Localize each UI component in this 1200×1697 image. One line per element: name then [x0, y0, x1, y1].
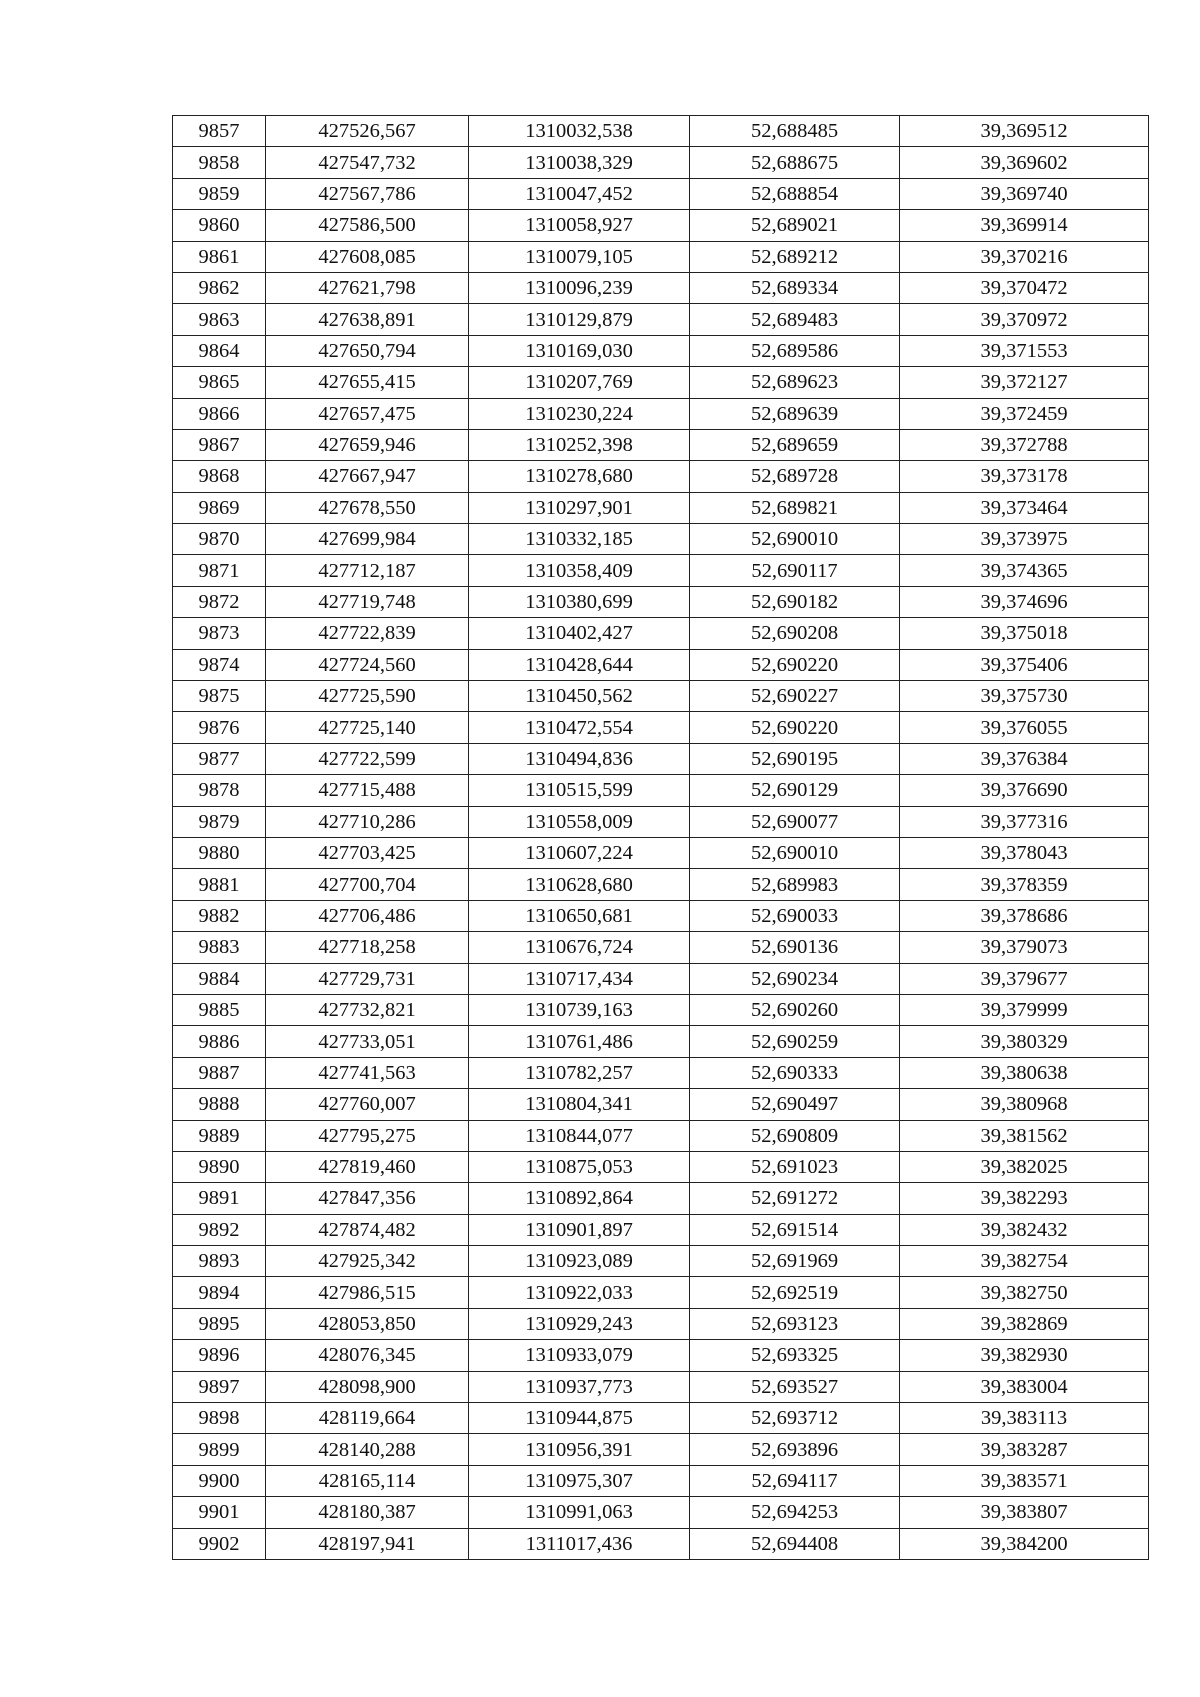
x-coordinate-cell: 427608,085 — [266, 241, 469, 272]
table-row — [173, 178, 1149, 209]
x-coordinate-cell: 427657,475 — [266, 398, 469, 429]
longitude-cell: 39,372459 — [900, 398, 1149, 429]
point-number-cell: 9877 — [173, 743, 266, 774]
x-coordinate-cell: 428076,345 — [266, 1340, 469, 1371]
point-number-cell: 9888 — [173, 1089, 266, 1120]
point-number-cell: 9864 — [173, 335, 266, 366]
table-row — [173, 241, 1149, 272]
point-number-cell: 9886 — [173, 1026, 266, 1057]
table-row — [173, 1371, 1149, 1402]
longitude-cell: 39,382869 — [900, 1308, 1149, 1339]
latitude-cell: 52,692519 — [690, 1277, 900, 1308]
y-coordinate-cell: 1310607,224 — [469, 837, 690, 868]
longitude-cell: 39,369602 — [900, 147, 1149, 178]
latitude-cell: 52,690117 — [690, 555, 900, 586]
latitude-cell: 52,690220 — [690, 712, 900, 743]
point-number-cell: 9861 — [173, 241, 266, 272]
y-coordinate-cell: 1310332,185 — [469, 524, 690, 555]
latitude-cell: 52,690136 — [690, 932, 900, 963]
longitude-cell: 39,373464 — [900, 492, 1149, 523]
longitude-cell: 39,377316 — [900, 806, 1149, 837]
x-coordinate-cell: 427874,482 — [266, 1214, 469, 1245]
x-coordinate-cell: 428165,114 — [266, 1465, 469, 1496]
point-number-cell: 9896 — [173, 1340, 266, 1371]
point-number-cell: 9892 — [173, 1214, 266, 1245]
latitude-cell: 52,689623 — [690, 367, 900, 398]
table-row — [173, 461, 1149, 492]
table-row — [173, 900, 1149, 931]
table-row — [173, 618, 1149, 649]
longitude-cell: 39,383004 — [900, 1371, 1149, 1402]
y-coordinate-cell: 1310975,307 — [469, 1465, 690, 1496]
y-coordinate-cell: 1310929,243 — [469, 1308, 690, 1339]
point-number-cell: 9893 — [173, 1246, 266, 1277]
y-coordinate-cell: 1310169,030 — [469, 335, 690, 366]
table-row — [173, 932, 1149, 963]
table-row — [173, 743, 1149, 774]
latitude-cell: 52,690809 — [690, 1120, 900, 1151]
table-row — [173, 1120, 1149, 1151]
table-row — [173, 524, 1149, 555]
table-row — [173, 963, 1149, 994]
x-coordinate-cell: 427655,415 — [266, 367, 469, 398]
y-coordinate-cell: 1310252,398 — [469, 429, 690, 460]
y-coordinate-cell: 1310297,901 — [469, 492, 690, 523]
latitude-cell: 52,690208 — [690, 618, 900, 649]
x-coordinate-cell: 427638,891 — [266, 304, 469, 335]
longitude-cell: 39,382025 — [900, 1151, 1149, 1182]
longitude-cell: 39,376384 — [900, 743, 1149, 774]
table-row — [173, 1340, 1149, 1371]
point-number-cell: 9897 — [173, 1371, 266, 1402]
x-coordinate-cell: 427547,732 — [266, 147, 469, 178]
longitude-cell: 39,375018 — [900, 618, 1149, 649]
x-coordinate-cell: 427732,821 — [266, 994, 469, 1025]
table-row — [173, 210, 1149, 241]
y-coordinate-cell: 1310230,224 — [469, 398, 690, 429]
longitude-cell: 39,370972 — [900, 304, 1149, 335]
point-number-cell: 9878 — [173, 775, 266, 806]
table-row — [173, 1403, 1149, 1434]
y-coordinate-cell: 1310047,452 — [469, 178, 690, 209]
y-coordinate-cell: 1310761,486 — [469, 1026, 690, 1057]
coordinates-table — [172, 115, 1149, 1560]
y-coordinate-cell: 1310358,409 — [469, 555, 690, 586]
longitude-cell: 39,372788 — [900, 429, 1149, 460]
latitude-cell: 52,694408 — [690, 1528, 900, 1559]
y-coordinate-cell: 1310782,257 — [469, 1057, 690, 1088]
point-number-cell: 9894 — [173, 1277, 266, 1308]
latitude-cell: 52,690182 — [690, 586, 900, 617]
y-coordinate-cell: 1310038,329 — [469, 147, 690, 178]
table-row — [173, 116, 1149, 147]
longitude-cell: 39,376690 — [900, 775, 1149, 806]
x-coordinate-cell: 427760,007 — [266, 1089, 469, 1120]
longitude-cell: 39,373975 — [900, 524, 1149, 555]
latitude-cell: 52,690220 — [690, 649, 900, 680]
table-row — [173, 1308, 1149, 1339]
y-coordinate-cell: 1310472,554 — [469, 712, 690, 743]
y-coordinate-cell: 1310991,063 — [469, 1497, 690, 1528]
latitude-cell: 52,693325 — [690, 1340, 900, 1371]
point-number-cell: 9887 — [173, 1057, 266, 1088]
x-coordinate-cell: 427722,599 — [266, 743, 469, 774]
x-coordinate-cell: 428180,387 — [266, 1497, 469, 1528]
latitude-cell: 52,689821 — [690, 492, 900, 523]
y-coordinate-cell: 1310922,033 — [469, 1277, 690, 1308]
latitude-cell: 52,691023 — [690, 1151, 900, 1182]
table-row — [173, 1277, 1149, 1308]
x-coordinate-cell: 427986,515 — [266, 1277, 469, 1308]
x-coordinate-cell: 427703,425 — [266, 837, 469, 868]
point-number-cell: 9898 — [173, 1403, 266, 1434]
point-number-cell: 9885 — [173, 994, 266, 1025]
x-coordinate-cell: 428140,288 — [266, 1434, 469, 1465]
latitude-cell: 52,689728 — [690, 461, 900, 492]
latitude-cell: 52,690234 — [690, 963, 900, 994]
y-coordinate-cell: 1310739,163 — [469, 994, 690, 1025]
y-coordinate-cell: 1310450,562 — [469, 681, 690, 712]
table-row — [173, 806, 1149, 837]
table-row — [173, 1465, 1149, 1496]
latitude-cell: 52,689212 — [690, 241, 900, 272]
longitude-cell: 39,383113 — [900, 1403, 1149, 1434]
x-coordinate-cell: 427678,550 — [266, 492, 469, 523]
longitude-cell: 39,378043 — [900, 837, 1149, 868]
point-number-cell: 9879 — [173, 806, 266, 837]
y-coordinate-cell: 1310875,053 — [469, 1151, 690, 1182]
point-number-cell: 9876 — [173, 712, 266, 743]
point-number-cell: 9900 — [173, 1465, 266, 1496]
table-row — [173, 1246, 1149, 1277]
latitude-cell: 52,690195 — [690, 743, 900, 774]
latitude-cell: 52,689334 — [690, 272, 900, 303]
y-coordinate-cell: 1310515,599 — [469, 775, 690, 806]
latitude-cell: 52,689983 — [690, 869, 900, 900]
x-coordinate-cell: 428119,664 — [266, 1403, 469, 1434]
point-number-cell: 9871 — [173, 555, 266, 586]
latitude-cell: 52,693896 — [690, 1434, 900, 1465]
point-number-cell: 9874 — [173, 649, 266, 680]
latitude-cell: 52,691969 — [690, 1246, 900, 1277]
table-row — [173, 775, 1149, 806]
latitude-cell: 52,690129 — [690, 775, 900, 806]
latitude-cell: 52,690260 — [690, 994, 900, 1025]
point-number-cell: 9862 — [173, 272, 266, 303]
x-coordinate-cell: 427667,947 — [266, 461, 469, 492]
table-row — [173, 367, 1149, 398]
table-row — [173, 429, 1149, 460]
y-coordinate-cell: 1310717,434 — [469, 963, 690, 994]
latitude-cell: 52,689639 — [690, 398, 900, 429]
longitude-cell: 39,379677 — [900, 963, 1149, 994]
x-coordinate-cell: 427819,460 — [266, 1151, 469, 1182]
table-row — [173, 304, 1149, 335]
point-number-cell: 9866 — [173, 398, 266, 429]
table-row — [173, 1214, 1149, 1245]
y-coordinate-cell: 1310278,680 — [469, 461, 690, 492]
y-coordinate-cell: 1310494,836 — [469, 743, 690, 774]
x-coordinate-cell: 427715,488 — [266, 775, 469, 806]
y-coordinate-cell: 1310402,427 — [469, 618, 690, 649]
y-coordinate-cell: 1310628,680 — [469, 869, 690, 900]
latitude-cell: 52,690010 — [690, 837, 900, 868]
longitude-cell: 39,378686 — [900, 900, 1149, 931]
point-number-cell: 9865 — [173, 367, 266, 398]
table-row — [173, 1089, 1149, 1120]
longitude-cell: 39,379999 — [900, 994, 1149, 1025]
longitude-cell: 39,383287 — [900, 1434, 1149, 1465]
y-coordinate-cell: 1310428,644 — [469, 649, 690, 680]
point-number-cell: 9867 — [173, 429, 266, 460]
point-number-cell: 9859 — [173, 178, 266, 209]
latitude-cell: 52,691272 — [690, 1183, 900, 1214]
latitude-cell: 52,689021 — [690, 210, 900, 241]
table-row — [173, 1497, 1149, 1528]
x-coordinate-cell: 427729,731 — [266, 963, 469, 994]
table-row — [173, 1057, 1149, 1088]
point-number-cell: 9869 — [173, 492, 266, 523]
x-coordinate-cell: 427725,140 — [266, 712, 469, 743]
point-number-cell: 9902 — [173, 1528, 266, 1559]
longitude-cell: 39,380968 — [900, 1089, 1149, 1120]
table-row — [173, 681, 1149, 712]
table-row — [173, 147, 1149, 178]
longitude-cell: 39,375406 — [900, 649, 1149, 680]
x-coordinate-cell: 427526,567 — [266, 116, 469, 147]
x-coordinate-cell: 427699,984 — [266, 524, 469, 555]
y-coordinate-cell: 1310937,773 — [469, 1371, 690, 1402]
point-number-cell: 9863 — [173, 304, 266, 335]
x-coordinate-cell: 427795,275 — [266, 1120, 469, 1151]
x-coordinate-cell: 427718,258 — [266, 932, 469, 963]
y-coordinate-cell: 1310129,879 — [469, 304, 690, 335]
point-number-cell: 9882 — [173, 900, 266, 931]
longitude-cell: 39,384200 — [900, 1528, 1149, 1559]
point-number-cell: 9875 — [173, 681, 266, 712]
table-row — [173, 272, 1149, 303]
table-row — [173, 1434, 1149, 1465]
latitude-cell: 52,691514 — [690, 1214, 900, 1245]
latitude-cell: 52,694253 — [690, 1497, 900, 1528]
y-coordinate-cell: 1310650,681 — [469, 900, 690, 931]
y-coordinate-cell: 1310558,009 — [469, 806, 690, 837]
y-coordinate-cell: 1310804,341 — [469, 1089, 690, 1120]
x-coordinate-cell: 427650,794 — [266, 335, 469, 366]
x-coordinate-cell: 427725,590 — [266, 681, 469, 712]
longitude-cell: 39,382754 — [900, 1246, 1149, 1277]
table-row — [173, 869, 1149, 900]
latitude-cell: 52,690227 — [690, 681, 900, 712]
x-coordinate-cell: 427741,563 — [266, 1057, 469, 1088]
longitude-cell: 39,374365 — [900, 555, 1149, 586]
longitude-cell: 39,382930 — [900, 1340, 1149, 1371]
x-coordinate-cell: 427925,342 — [266, 1246, 469, 1277]
table-row — [173, 1528, 1149, 1559]
x-coordinate-cell: 427659,946 — [266, 429, 469, 460]
point-number-cell: 9857 — [173, 116, 266, 147]
table-row — [173, 649, 1149, 680]
y-coordinate-cell: 1311017,436 — [469, 1528, 690, 1559]
point-number-cell: 9891 — [173, 1183, 266, 1214]
x-coordinate-cell: 428053,850 — [266, 1308, 469, 1339]
longitude-cell: 39,378359 — [900, 869, 1149, 900]
longitude-cell: 39,382293 — [900, 1183, 1149, 1214]
latitude-cell: 52,694117 — [690, 1465, 900, 1496]
latitude-cell: 52,689483 — [690, 304, 900, 335]
x-coordinate-cell: 427722,839 — [266, 618, 469, 649]
y-coordinate-cell: 1310096,239 — [469, 272, 690, 303]
point-number-cell: 9884 — [173, 963, 266, 994]
y-coordinate-cell: 1310676,724 — [469, 932, 690, 963]
table-row — [173, 1026, 1149, 1057]
y-coordinate-cell: 1310032,538 — [469, 116, 690, 147]
table-row — [173, 1183, 1149, 1214]
point-number-cell: 9895 — [173, 1308, 266, 1339]
y-coordinate-cell: 1310380,699 — [469, 586, 690, 617]
coordinates-table-body — [173, 116, 1149, 1560]
latitude-cell: 52,690033 — [690, 900, 900, 931]
longitude-cell: 39,380329 — [900, 1026, 1149, 1057]
y-coordinate-cell: 1310844,077 — [469, 1120, 690, 1151]
longitude-cell: 39,372127 — [900, 367, 1149, 398]
point-number-cell: 9872 — [173, 586, 266, 617]
latitude-cell: 52,693123 — [690, 1308, 900, 1339]
point-number-cell: 9901 — [173, 1497, 266, 1528]
x-coordinate-cell: 427586,500 — [266, 210, 469, 241]
x-coordinate-cell: 428098,900 — [266, 1371, 469, 1402]
longitude-cell: 39,379073 — [900, 932, 1149, 963]
x-coordinate-cell: 427567,786 — [266, 178, 469, 209]
longitude-cell: 39,383571 — [900, 1465, 1149, 1496]
point-number-cell: 9868 — [173, 461, 266, 492]
longitude-cell: 39,371553 — [900, 335, 1149, 366]
latitude-cell: 52,690497 — [690, 1089, 900, 1120]
latitude-cell: 52,689586 — [690, 335, 900, 366]
longitude-cell: 39,380638 — [900, 1057, 1149, 1088]
y-coordinate-cell: 1310892,864 — [469, 1183, 690, 1214]
point-number-cell: 9899 — [173, 1434, 266, 1465]
x-coordinate-cell: 427847,356 — [266, 1183, 469, 1214]
x-coordinate-cell: 427710,286 — [266, 806, 469, 837]
longitude-cell: 39,369914 — [900, 210, 1149, 241]
y-coordinate-cell: 1310058,927 — [469, 210, 690, 241]
x-coordinate-cell: 427621,798 — [266, 272, 469, 303]
y-coordinate-cell: 1310923,089 — [469, 1246, 690, 1277]
x-coordinate-cell: 427719,748 — [266, 586, 469, 617]
latitude-cell: 52,688485 — [690, 116, 900, 147]
table-row — [173, 712, 1149, 743]
longitude-cell: 39,382432 — [900, 1214, 1149, 1245]
point-number-cell: 9873 — [173, 618, 266, 649]
table-row — [173, 555, 1149, 586]
latitude-cell: 52,688675 — [690, 147, 900, 178]
y-coordinate-cell: 1310901,897 — [469, 1214, 690, 1245]
latitude-cell: 52,690077 — [690, 806, 900, 837]
latitude-cell: 52,688854 — [690, 178, 900, 209]
x-coordinate-cell: 427712,187 — [266, 555, 469, 586]
table-row — [173, 994, 1149, 1025]
latitude-cell: 52,689659 — [690, 429, 900, 460]
longitude-cell: 39,373178 — [900, 461, 1149, 492]
table-row — [173, 398, 1149, 429]
point-number-cell: 9858 — [173, 147, 266, 178]
table-row — [173, 492, 1149, 523]
longitude-cell: 39,383807 — [900, 1497, 1149, 1528]
point-number-cell: 9881 — [173, 869, 266, 900]
longitude-cell: 39,381562 — [900, 1120, 1149, 1151]
y-coordinate-cell: 1310079,105 — [469, 241, 690, 272]
longitude-cell: 39,376055 — [900, 712, 1149, 743]
x-coordinate-cell: 427733,051 — [266, 1026, 469, 1057]
latitude-cell: 52,690259 — [690, 1026, 900, 1057]
latitude-cell: 52,693712 — [690, 1403, 900, 1434]
point-number-cell: 9890 — [173, 1151, 266, 1182]
longitude-cell: 39,374696 — [900, 586, 1149, 617]
point-number-cell: 9889 — [173, 1120, 266, 1151]
point-number-cell: 9883 — [173, 932, 266, 963]
y-coordinate-cell: 1310944,875 — [469, 1403, 690, 1434]
longitude-cell: 39,370472 — [900, 272, 1149, 303]
point-number-cell: 9880 — [173, 837, 266, 868]
x-coordinate-cell: 427700,704 — [266, 869, 469, 900]
latitude-cell: 52,690333 — [690, 1057, 900, 1088]
y-coordinate-cell: 1310933,079 — [469, 1340, 690, 1371]
table-row — [173, 1151, 1149, 1182]
x-coordinate-cell: 427724,560 — [266, 649, 469, 680]
point-number-cell: 9860 — [173, 210, 266, 241]
table-row — [173, 335, 1149, 366]
longitude-cell: 39,382750 — [900, 1277, 1149, 1308]
x-coordinate-cell: 427706,486 — [266, 900, 469, 931]
point-number-cell: 9870 — [173, 524, 266, 555]
longitude-cell: 39,375730 — [900, 681, 1149, 712]
x-coordinate-cell: 428197,941 — [266, 1528, 469, 1559]
latitude-cell: 52,690010 — [690, 524, 900, 555]
y-coordinate-cell: 1310956,391 — [469, 1434, 690, 1465]
table-row — [173, 586, 1149, 617]
longitude-cell: 39,370216 — [900, 241, 1149, 272]
y-coordinate-cell: 1310207,769 — [469, 367, 690, 398]
longitude-cell: 39,369512 — [900, 116, 1149, 147]
latitude-cell: 52,693527 — [690, 1371, 900, 1402]
longitude-cell: 39,369740 — [900, 178, 1149, 209]
table-row — [173, 837, 1149, 868]
